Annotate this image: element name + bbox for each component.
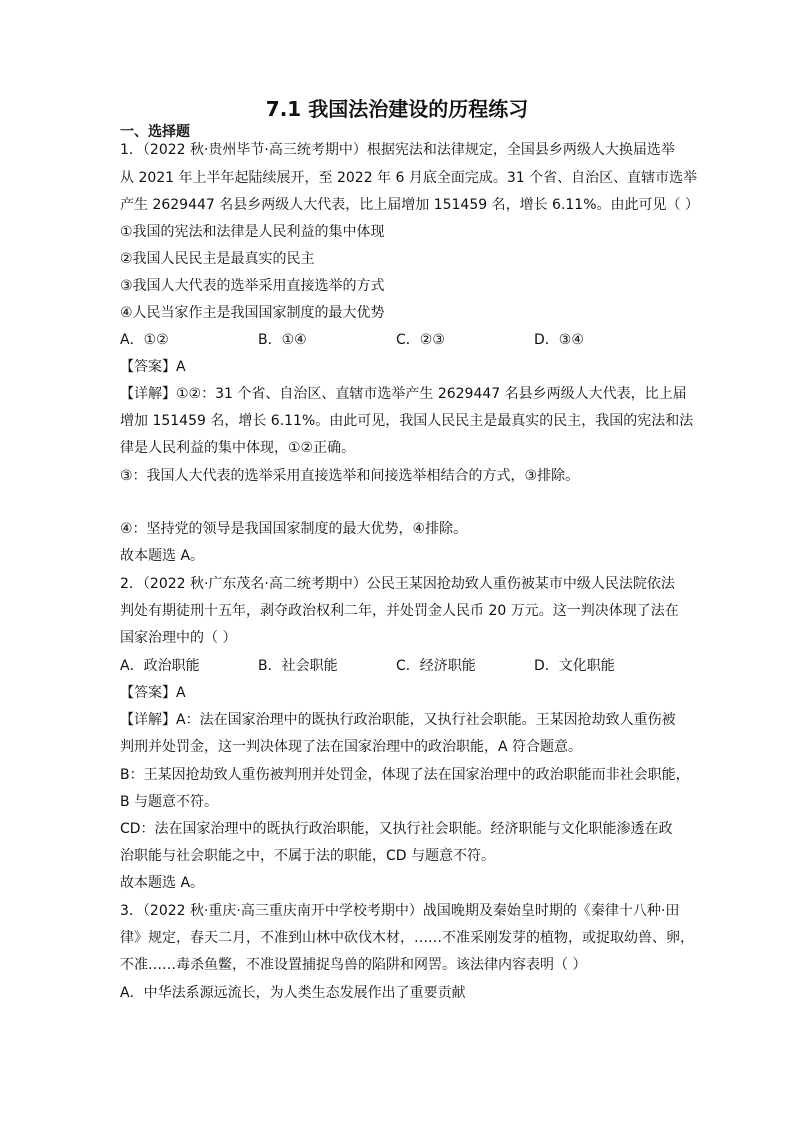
q2-stem-line: 国家治理中的（ ）	[120, 630, 237, 646]
q1-statement: ③我国人大代表的选举采用直接选举的方式	[120, 278, 385, 294]
q1-option-a: A．①②	[120, 332, 169, 348]
q3-stem-line: 律》规定，春天二月，不准到山林中砍伐木材，……不准采刚发芽的植物，或捉取幼兽、卵，	[120, 930, 694, 946]
q3-option-a: A．中华法系源远流长，为人类生态发展作出了重要贡献	[120, 985, 466, 1001]
q1-detail-line: 增加 151459 名，增长 6.11%。由此可见，我国人民民主是最真实的民主，我国的宪法和法	[120, 413, 694, 429]
q1-option-b: B．①④	[258, 332, 307, 348]
q2-option-c: C．经济职能	[396, 658, 476, 674]
q2-stem-line: 判处有期徒刑十五年，剥夺政治权利二年，并处罚金人民币 20 万元。这一判决体现了法在	[120, 603, 679, 619]
page-title: 7.1 我国法治建设的历程练习	[265, 97, 529, 121]
q1-statement: ②我国人民民主是最真实的民主	[120, 251, 315, 267]
q2-detail-line: B：王某因抢劫致人重伤被判刑并处罚金，体现了法在国家治理中的政治职能而非社会职能，	[120, 767, 690, 783]
section-heading: 一、选择题	[120, 124, 190, 140]
q1-statement: ④人民当家作主是我国国家制度的最大优势	[120, 305, 385, 321]
q2-detail-line: 故本题选 A。	[120, 875, 205, 891]
q1-statement: ①我国的宪法和法律是人民利益的集中体现	[120, 224, 385, 240]
q1-option-d: D．③④	[534, 332, 584, 348]
q1-detail-line: ④：坚持党的领导是我国国家制度的最大优势，④排除。	[120, 521, 468, 537]
q3-stem-line: 不准……毒杀鱼鳖，不准设置捕捉鸟兽的陷阱和网罟。该法律内容表明（ ）	[120, 957, 587, 973]
q1-detail-line: 【详解】①②：31 个省、自治区、直辖市选举产生 2629447 名县乡两级人大代表，比上届	[120, 386, 687, 402]
q3-stem-line: 3．（2022 秋·重庆·高三重庆南开中学校考期中）战国晚期及秦始皇时期的《秦律十八种·田	[120, 903, 680, 919]
q1-stem-line: 1．（2022 秋·贵州毕节·高三统考期中）根据宪法和法律规定，全国县乡两级人大换届选举	[120, 142, 675, 158]
q1-stem-line: 从 2021 年上半年起陆续展开，至 2022 年 6 月底全面完成。31 个省、自治区、直辖市选举	[120, 170, 698, 186]
q2-detail-line: 【详解】A：法在国家治理中的既执行政治职能，又执行社会职能。王某因抢劫致人重伤被	[120, 712, 676, 728]
q1-answer: 【答案】A	[120, 359, 186, 375]
q1-stem-line: 产生 2629447 名县乡两级人大代表，比上届增加 151459 名，增长 6.11%。由此可见（ ）	[120, 197, 699, 213]
q2-option-a: A．政治职能	[120, 658, 200, 674]
q1-option-c: C．②③	[396, 332, 445, 348]
q2-detail-line: B 与题意不符。	[120, 794, 219, 810]
q1-detail-line: ③：我国人大代表的选举采用直接选举和间接选举相结合的方式，③排除。	[120, 468, 580, 484]
q2-option-d: D．文化职能	[534, 658, 615, 674]
q2-stem-line: 2．（2022 秋·广东茂名·高二统考期中）公民王某因抢劫致人重伤被某市中级人民法院依法	[120, 576, 675, 592]
q2-answer: 【答案】A	[120, 685, 186, 701]
q2-option-b: B．社会职能	[258, 658, 338, 674]
q1-detail-line: 故本题选 A。	[120, 548, 205, 564]
q2-detail-line: 治职能与社会职能之中，不属于法的职能，CD 与题意不符。	[120, 848, 496, 864]
q2-detail-line: CD：法在国家治理中的既执行政治职能，又执行社会职能。经济职能与文化职能渗透在政	[120, 821, 673, 837]
q1-detail-line: 律是人民利益的集中体现，①②正确。	[120, 440, 356, 456]
q2-detail-line: 判刑并处罚金，这一判决体现了法在国家治理中的政治职能，A 符合题意。	[120, 739, 583, 755]
